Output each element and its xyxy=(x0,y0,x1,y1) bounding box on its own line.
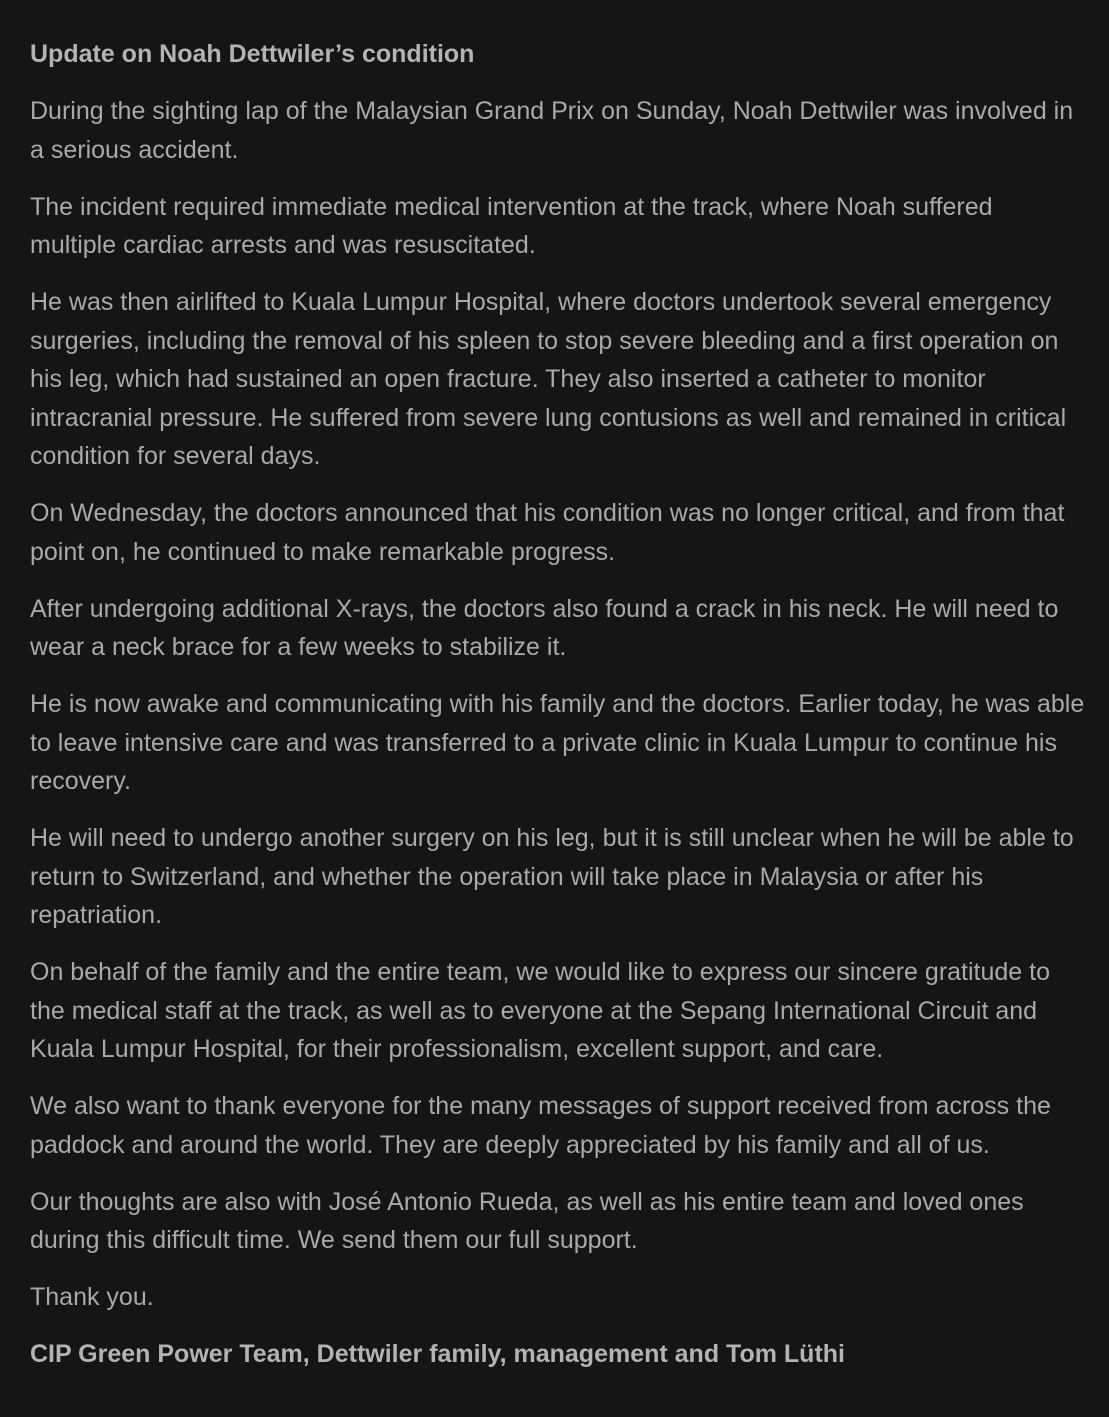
statement-title: Update on Noah Dettwiler’s condition xyxy=(30,40,475,68)
statement-paragraph: He was then airlifted to Kuala Lumpur Hospital, where doctors undertook several emergency surgeries, including the removal of his spleen to stop severe bleeding and a first operation on his leg, which had sustained an open fracture. They also inserted a catheter to monitor intracranial pressure. He suffered from severe lung contusions as well and remained in critical condition for several days. xyxy=(30,288,1067,470)
statement-paragraph: We also want to thank everyone for the many messages of support received from across the paddock and around the world. They are deeply appreciated by his family and all of us. xyxy=(30,1092,1051,1159)
statement xyxy=(30,35,1085,1374)
statement-paragraph: He is now awake and communicating with his family and the doctors. Earlier today, he was able to leave intensive care and was transferred to a private clinic in Kuala Lumpur to continue his recovery. xyxy=(30,690,1085,795)
statement-paragraph: During the sighting lap of the Malaysian Grand Prix on Sunday, Noah Dettwiler was involved in a serious accident. xyxy=(30,97,1074,164)
statement-paragraph: Our thoughts are also with José Antonio Rueda, as well as his entire team and loved ones during this difficult time. We send them our full support. xyxy=(30,1187,1024,1254)
statement-paragraph: The incident required immediate medical intervention at the track, where Noah suffered multiple cardiac arrests and was resuscitated. xyxy=(30,192,993,259)
statement-paragraph: On behalf of the family and the entire team, we would like to express our sincere gratitude to the medical staff at the track, as well as to everyone at the Sepang International Circuit and Kuala Lumpur Hospital, for their professionalism, excellent support, and care. xyxy=(30,958,1050,1063)
statement-paragraph: Thank you. xyxy=(30,1283,154,1311)
statement-paragraph: After undergoing additional X-rays, the doctors also found a crack in his neck. He will need to wear a neck brace for a few weeks to stabilize it. xyxy=(30,594,1059,661)
statement-signature: CIP Green Power Team, Dettwiler family, management and Tom Lüthi xyxy=(30,1340,845,1368)
statement-paragraph: On Wednesday, the doctors announced that his condition was no longer critical, and from that point on, he continued to make remarkable progress. xyxy=(30,499,1065,566)
statement-paragraph: He will need to undergo another surgery on his leg, but it is still unclear when he will be able to return to Switzerland, and whether the operation will take place in Malaysia or after his repatriation. xyxy=(30,824,1074,929)
